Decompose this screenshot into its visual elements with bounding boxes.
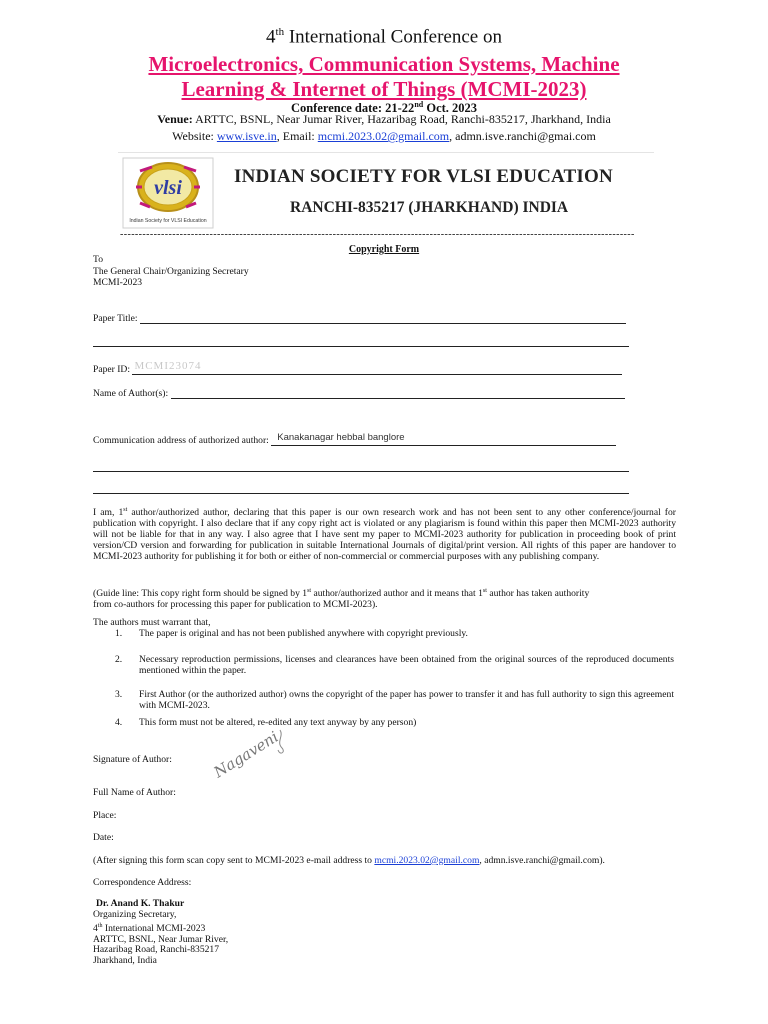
website-link[interactable]: www.isve.in	[216, 129, 277, 143]
paper-title-label: Paper Title:	[93, 313, 138, 324]
contact-conf-rest: International MCMI-2023	[104, 922, 206, 934]
item-text: Necessary reproduction permissions, licenses and clearances have been obtained from the original sources of the reproduced documents mentioned within the paper.	[139, 654, 674, 676]
ordinal-suffix: th	[275, 26, 285, 38]
warrant-item	[93, 689, 674, 711]
comm-address-field	[93, 432, 616, 446]
guideline-paragraph	[93, 586, 676, 610]
contact-address-3: Jharkhand, India	[93, 955, 157, 967]
comm-address-line3[interactable]	[93, 493, 629, 494]
paper-title-field	[93, 313, 626, 324]
after-note-email-link[interactable]: mcmi.2023.02@gmail.com	[374, 855, 480, 866]
guide-part-b: author/authorized author and it means that 1	[313, 588, 483, 600]
ordinal-number: 4	[266, 26, 276, 48]
venue-line	[0, 112, 768, 127]
date-label: Date:	[93, 832, 114, 843]
contact-block	[93, 899, 228, 967]
guide-sup1: st	[307, 588, 312, 594]
conference-title-line1: Microelectronics, Communication Systems, Machine	[148, 52, 620, 76]
after-note-a: (After signing this form scan copy sent to MCMI-2023 e-mail address to	[93, 855, 372, 866]
paper-title-line2[interactable]	[93, 346, 629, 347]
to-line: To	[93, 254, 103, 265]
after-signing-note	[93, 855, 605, 866]
handwritten-signature	[210, 726, 300, 786]
society-city: RANCHI-835217 (JHARKHAND) INDIA	[290, 199, 569, 216]
contact-conf-sup: th	[97, 922, 103, 929]
comm-address-label: Communication address of authorized author:	[93, 435, 269, 446]
guide-sup2: st	[482, 588, 487, 594]
logo-text: vlsi	[154, 177, 182, 199]
conference-intro: International Conference on	[288, 26, 502, 48]
guide-part-c: author has taken authority	[489, 588, 590, 600]
email-rest: , admn.isve.ranchi@gmai.com	[449, 129, 596, 143]
item-number: 1.	[115, 628, 123, 639]
email-link[interactable]: mcmi.2023.02@gmail.com	[317, 129, 450, 143]
contact-address-1: ARTTC, BSNL, Near Jumar River,	[93, 933, 229, 945]
declaration-paragraph	[93, 505, 676, 562]
authors-field	[93, 388, 625, 399]
contact-name: Dr. Anand K. Thakur	[96, 898, 185, 909]
comm-address-input[interactable]	[271, 432, 616, 446]
paper-id-label: Paper ID:	[93, 364, 131, 375]
signature-label: Signature of Author:	[93, 754, 172, 765]
contact-role: Organizing Secretary,	[93, 908, 177, 920]
guide-part-a: (Guide line: This copy right form should be signed by 1	[93, 588, 308, 600]
website-label: Website:	[172, 129, 214, 143]
warrant-intro: The authors must warrant that,	[93, 617, 211, 628]
logo-caption: Indian Society for VLSI Education	[129, 218, 207, 224]
paper-id-field	[93, 360, 622, 375]
comm-address-value: Kanakanagar hebbal banglore	[277, 432, 405, 443]
place-label: Place:	[93, 810, 117, 821]
website-line	[0, 129, 768, 144]
correspondence-label: Correspondence Address:	[93, 877, 192, 888]
guide-line2: from co-authors for processing this paper for publication to MCMI-2023).	[93, 599, 378, 611]
warrant-item	[93, 717, 674, 728]
paper-id-input[interactable]	[132, 360, 622, 375]
conf-date-post: Oct. 2023	[426, 101, 478, 116]
email-label: , Email:	[276, 129, 315, 143]
paper-id-value: MCMI23074	[134, 360, 202, 372]
warrant-section	[93, 617, 676, 728]
decl-sup: st	[123, 507, 128, 513]
comm-address-line2[interactable]	[93, 471, 629, 472]
form-title: Copyright Form	[348, 244, 420, 255]
recipient-address	[93, 254, 249, 289]
conf-date-pre: Conference date: 21-22	[290, 101, 415, 116]
header-divider	[118, 152, 654, 153]
contact-conference	[93, 921, 228, 935]
authors-input[interactable]	[171, 388, 625, 399]
conference-ordinal-line	[0, 26, 768, 48]
society-name: INDIAN SOCIETY FOR VLSI EDUCATION	[234, 166, 613, 187]
vlsi-logo	[122, 157, 214, 229]
item-number: 2.	[115, 654, 123, 665]
authors-label: Name of Author(s):	[93, 388, 169, 399]
contact-conf-ordinal: 4	[93, 922, 98, 934]
recipient-org: MCMI-2023	[93, 277, 143, 288]
decl-body: author/authorized author, declaring that this paper is our own research work and has not been sent to any other conference/journal for publication with copyright. I also declare that if any copy right act is violated or any plagiarism is found within this paper then MCMI-2023 authority will not be liable for that in any way. I also agree that I have sent my paper to MCMI-2023 authority for publication in proceeding book of print version/CD version and forwarding for publication in suitable International Journals of digital/print version. All rights of this paper are handover to MCMI-2023 authority for publishing it for both or either of non-commercial or commercial purposes with any publishing company.	[93, 507, 676, 563]
dashed-separator: ------------------------------------------------------------------------------------------------------------------------------------------	[120, 229, 635, 240]
warrant-item	[93, 654, 674, 676]
item-number: 4.	[115, 717, 123, 728]
venue-text: ARTTC, BSNL, Near Jumar River, Hazaribag Road, Ranchi-835217, Jharkhand, India	[195, 112, 611, 126]
full-name-label: Full Name of Author:	[93, 787, 176, 798]
conf-date-sup: nd	[414, 100, 424, 109]
decl-start: I am, 1	[93, 507, 124, 519]
contact-address-2: Hazaribag Road, Ranchi-835217	[93, 944, 220, 956]
item-text: First Author (or the authorized author) owns the copyright of the paper has power to transfer it and has full authority to sign this agreement with MCMI-2023.	[139, 689, 674, 711]
warrant-item	[93, 628, 674, 639]
conference-title-line2: Learning & Internet of Things (MCMI-2023)	[181, 77, 587, 101]
item-text: This form must not be altered, re-edited any text anyway by any person)	[139, 717, 417, 728]
venue-label: Venue:	[157, 112, 193, 126]
item-number: 3.	[115, 689, 123, 700]
item-text: The paper is original and has not been published anywhere with copyright previously.	[139, 628, 468, 639]
signature-text: Nagaveni	[210, 727, 282, 782]
after-note-b: , admn.isve.ranchi@gmail.com).	[479, 855, 605, 866]
paper-title-input[interactable]	[140, 313, 626, 324]
recipient-title: The General Chair/Organizing Secretary	[93, 265, 249, 277]
